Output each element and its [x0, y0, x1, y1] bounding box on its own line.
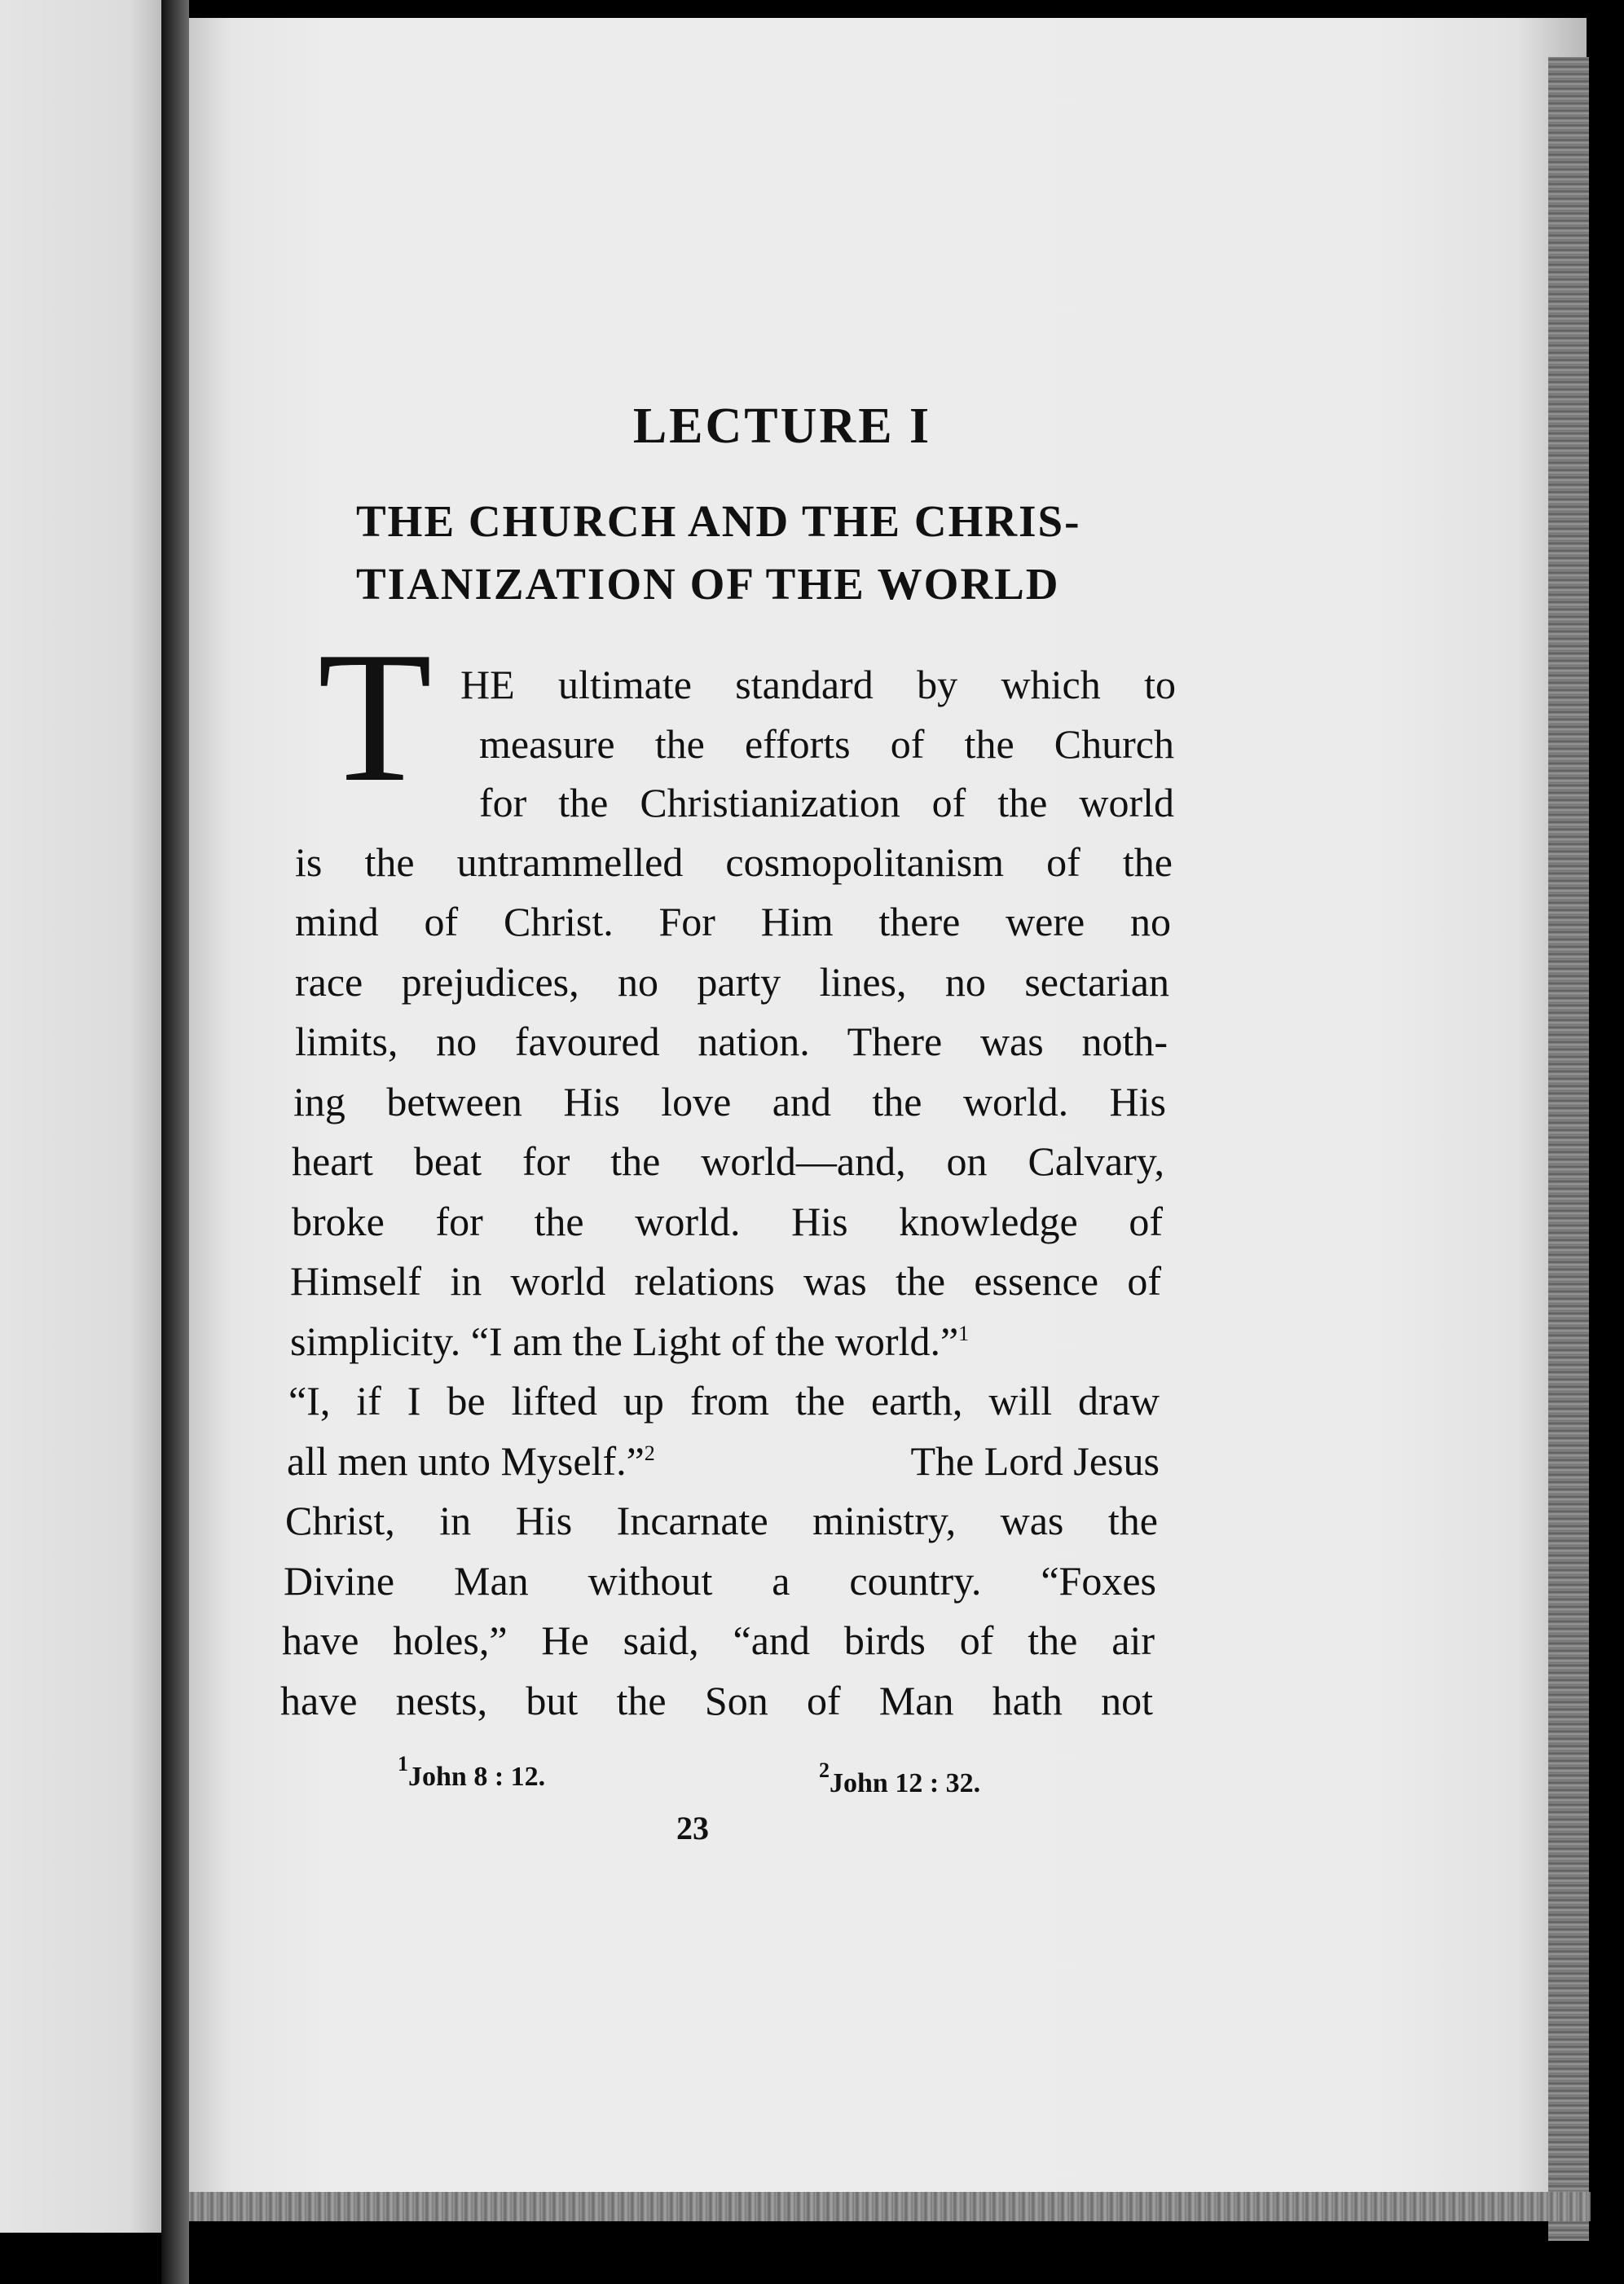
- body-line-15: Christ, in His Incarnate ministry, was the: [285, 1498, 1158, 1543]
- body-line-14-tail: The Lord Jesus: [910, 1438, 1160, 1484]
- body-line-13: “I, if I be lifted up from the earth, will draw: [288, 1378, 1160, 1424]
- body-line-2: measure the efforts of the Church: [479, 721, 1174, 767]
- book-gutter: [161, 0, 189, 2284]
- footnote-2-mark: 2: [819, 1758, 830, 1782]
- body-line-16: Divine Man without a country. “Foxes: [284, 1558, 1156, 1604]
- body-line-17: have holes,” He said, “and birds of the air: [282, 1617, 1155, 1663]
- body-line-12-text: simplicity. “I am the Light of the world.”: [290, 1318, 959, 1364]
- chapter-title-line-1: THE CHURCH AND THE CHRIS-: [356, 496, 1081, 546]
- body-line-1: HE ultimate standard by which to: [460, 662, 1176, 707]
- drop-cap: T: [317, 613, 433, 821]
- footnote-2-text: John 12 : 32.: [830, 1768, 981, 1798]
- body-line-18: have nests, but the Son of Man hath not: [280, 1678, 1153, 1723]
- body-line-14: [287, 1438, 1160, 1484]
- lecture-heading: LECTURE I: [632, 398, 932, 454]
- footnote-1-mark: 1: [398, 1752, 408, 1776]
- body-line-14-text: all men unto Myself.”: [287, 1438, 645, 1484]
- footnote-ref-1: 1: [958, 1322, 970, 1345]
- page-bottom-edge: [189, 2192, 1591, 2221]
- facing-page-edge: [0, 0, 161, 2284]
- body-line-14-lead: [287, 1438, 655, 1484]
- body-line-3: for the Christianization of the world: [479, 780, 1174, 825]
- chapter-title-line-2: TIANIZATION OF THE WORLD: [356, 559, 1060, 609]
- body-line-12: [290, 1318, 1161, 1364]
- footnote-1-text: John 8 : 12.: [408, 1762, 546, 1792]
- body-line-4: is the untrammelled cosmopolitanism of the: [295, 839, 1173, 885]
- body-line-8: ing between His love and the world. His: [293, 1079, 1166, 1124]
- body-line-5: mind of Christ. For Him there were no: [295, 899, 1171, 944]
- body-line-10: broke for the world. His knowledge of: [292, 1199, 1163, 1244]
- page-number: 23: [676, 1810, 709, 1846]
- page-fore-edge: [1548, 57, 1589, 2241]
- body-line-7: limits, no favoured nation. There was noth-: [295, 1019, 1168, 1064]
- footnote-2: [819, 1758, 980, 1799]
- footnote-1: [398, 1752, 545, 1793]
- body-line-11: Himself in world relations was the essence of: [290, 1258, 1161, 1304]
- body-line-6: race prejudices, no party lines, no sectarian: [295, 959, 1169, 1005]
- body-line-9: heart beat for the world—and, on Calvary,: [292, 1138, 1164, 1184]
- footnote-ref-2: 2: [644, 1441, 655, 1465]
